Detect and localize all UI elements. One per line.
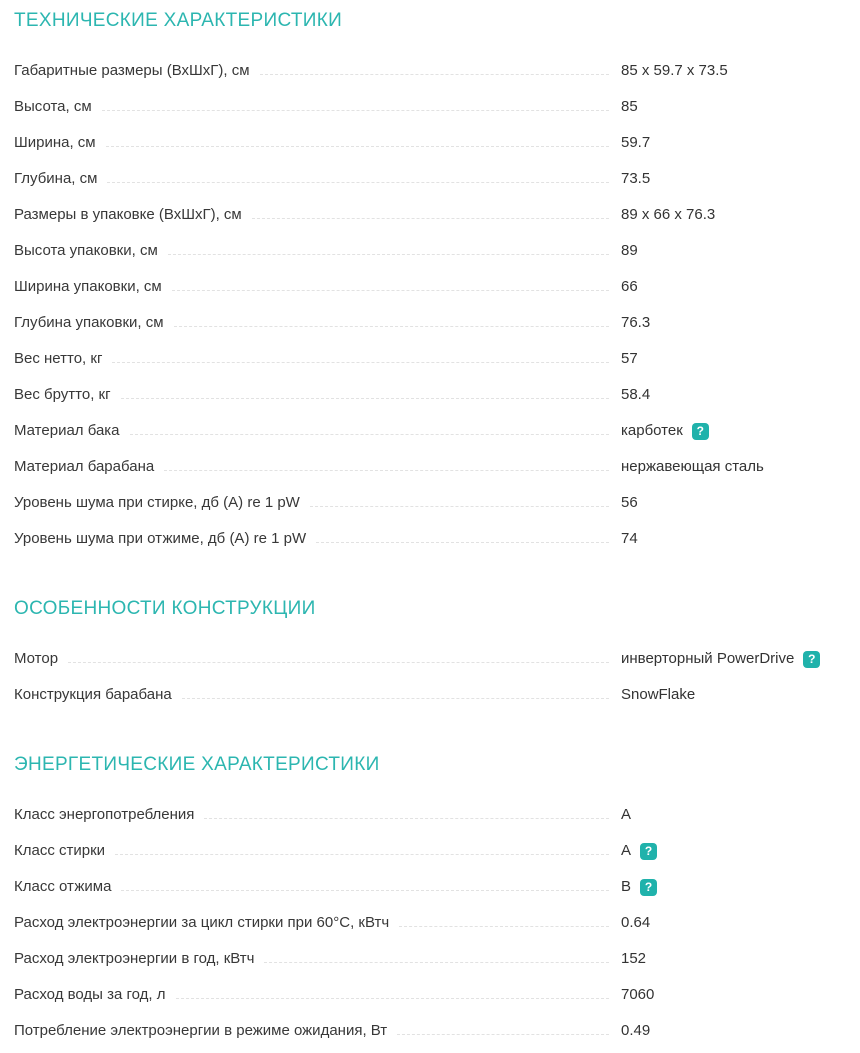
spec-label: Материал барабана [14,458,155,475]
leader-line [121,877,609,891]
leader-line [252,205,609,219]
spec-value-cell [621,242,844,260]
spec-label: Глубина, см [14,170,98,187]
spec-row [14,677,844,713]
spec-value-cell [621,650,844,668]
spec-value: А [621,842,632,859]
spec-value: 7060 [621,986,655,1003]
spec-row [14,305,844,341]
spec-value-cell [621,1022,844,1040]
spec-row [14,977,844,1013]
section-rows [14,53,844,557]
spec-section [14,597,844,713]
leader-line [264,949,609,963]
spec-value: 73.5 [621,170,651,187]
spec-value-cell [621,278,844,296]
leader-line [106,133,609,147]
spec-row [14,941,844,977]
spec-value-cell [621,314,844,332]
spec-section [14,753,844,1049]
spec-label: Высота, см [14,98,92,115]
spec-row [14,905,844,941]
spec-value: карботек [621,422,683,439]
section-rows [14,641,844,713]
leader-line [260,61,609,75]
spec-value-cell [621,986,844,1004]
spec-label: Расход электроэнергии в год, кВтч [14,950,255,967]
spec-value: 89 x 66 x 76.3 [621,206,716,223]
spec-value-cell [621,422,844,440]
spec-row [14,449,844,485]
leader-line [107,169,609,183]
spec-value-cell [621,950,844,968]
spec-row [14,797,844,833]
spec-label: Глубина упаковки, см [14,314,164,331]
spec-row [14,641,844,677]
spec-row [14,341,844,377]
spec-value: 0.49 [621,1022,651,1039]
spec-value: А [621,806,632,823]
spec-value-cell [621,806,844,824]
spec-label: Материал бака [14,422,120,439]
section-rows [14,797,844,1049]
spec-row [14,377,844,413]
leader-line [121,385,609,399]
spec-value-cell [621,458,844,476]
spec-value: 89 [621,242,638,259]
spec-label: Потребление электроэнергии в режиме ожидания, Вт [14,1022,388,1039]
spec-value: 59.7 [621,134,651,151]
spec-value: 74 [621,530,638,547]
spec-label: Уровень шума при отжиме, дб (А) re 1 pW [14,530,307,547]
leader-line [102,97,609,111]
spec-row [14,125,844,161]
spec-value: 76.3 [621,314,651,331]
spec-value-cell [621,530,844,548]
spec-label: Ширина, см [14,134,96,151]
spec-label: Высота упаковки, см [14,242,158,259]
spec-value: 58.4 [621,386,651,403]
leader-line [172,277,609,291]
leader-line [168,241,609,255]
spec-label: Габаритные размеры (ВхШхГ), см [14,62,250,79]
leader-line [164,457,609,471]
spec-value-cell [621,170,844,188]
spec-row [14,1013,844,1049]
spec-row [14,161,844,197]
spec-label: Конструкция барабана [14,686,172,703]
leader-line [176,985,609,999]
spec-row [14,89,844,125]
spec-label: Класс энергопотребления [14,806,195,823]
spec-value-cell [621,494,844,512]
spec-value-cell [621,686,844,704]
spec-sections-container [14,9,844,1049]
help-question-icon[interactable]: ? [692,423,709,440]
spec-value-cell [621,206,844,224]
help-question-icon[interactable]: ? [640,843,657,860]
leader-line [397,1021,609,1035]
spec-value: 66 [621,278,638,295]
spec-value: В [621,878,632,895]
spec-label: Размеры в упаковке (ВхШхГ), см [14,206,242,223]
spec-value: 56 [621,494,638,511]
spec-value: 85 x 59.7 x 73.5 [621,62,728,79]
spec-label: Расход воды за год, л [14,986,166,1003]
spec-row [14,413,844,449]
spec-row [14,269,844,305]
leader-line [112,349,609,363]
spec-value-cell [621,386,844,404]
spec-value: нержавеющая сталь [621,458,764,475]
spec-value: 152 [621,950,647,967]
spec-value: SnowFlake [621,686,696,703]
spec-value: инверторный PowerDrive [621,650,795,667]
leader-line [130,421,609,435]
spec-row [14,485,844,521]
spec-value: 85 [621,98,638,115]
spec-value-cell [621,62,844,80]
spec-label: Класс стирки [14,842,106,859]
leader-line [316,529,609,543]
section-title: ТЕХНИЧЕСКИЕ ХАРАКТЕРИСТИКИ [14,10,343,31]
spec-label: Вес брутто, кг [14,386,111,403]
section-title: ОСОБЕННОСТИ КОНСТРУКЦИИ [14,598,316,619]
leader-line [204,805,609,819]
leader-line [174,313,609,327]
spec-value-cell [621,842,844,860]
spec-value: 57 [621,350,638,367]
spec-label: Вес нетто, кг [14,350,103,367]
leader-line [310,493,609,507]
spec-label: Уровень шума при стирке, дб (А) re 1 pW [14,494,300,511]
spec-row [14,233,844,269]
spec-value: 0.64 [621,914,651,931]
spec-label: Расход электроэнергии за цикл стирки при 60°С, кВтч [14,914,390,931]
help-question-icon[interactable]: ? [640,879,657,896]
spec-label: Мотор [14,650,59,667]
spec-label: Класс отжима [14,878,112,895]
spec-value-cell [621,914,844,932]
section-title: ЭНЕРГЕТИЧЕСКИЕ ХАРАКТЕРИСТИКИ [14,754,380,775]
leader-line [399,913,609,927]
spec-row [14,869,844,905]
help-question-icon[interactable]: ? [803,651,820,668]
spec-value-cell [621,350,844,368]
spec-row [14,53,844,89]
leader-line [182,685,609,699]
spec-row [14,833,844,869]
spec-label: Ширина упаковки, см [14,278,162,295]
spec-value-cell [621,98,844,116]
spec-value-cell [621,134,844,152]
spec-value-cell [621,878,844,896]
leader-line [68,649,609,663]
leader-line [115,841,609,855]
spec-row [14,197,844,233]
spec-row [14,521,844,557]
spec-section [14,9,844,557]
